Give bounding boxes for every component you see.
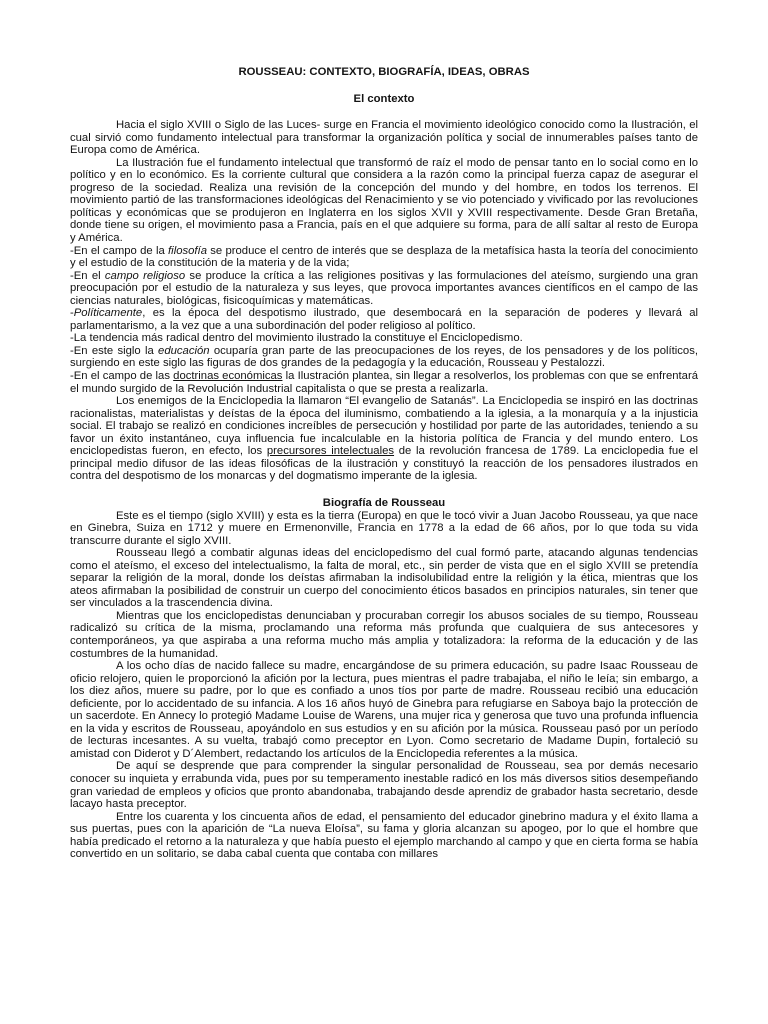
bio-paragraph-4: A los ocho días de nacido fallece su madre, encargándose de su primera educación, su padre Isaac Rousseau de oficio relojero, quien le proporcionó la afición por la lectura, pues mientras el padre trabajaba, el niño le leía; sin embargo, a los diez años, muere su padre, por lo que es confiado a unos tíos por parte de madre. Rousseau recibió una educación deficiente, por lo accidentado de su infancia. A los 16 años huyó de Ginebra para refugiarse en Saboya bajo la protección de un sacerdote. En Annecy lo protegió Madame Louise de Warens, una mujer rica y generosa que tuvo una profunda influencia en la vida y escritos de Rousseau, apoyándolo en sus estudios y en su afición por la música. Rousseau pasó por un período de lecturas incesantes. A su vuelta, trabajó como preceptor en Lyon. Como secretario de Madame Dupin, fortaleció su amistad con Diderot y D´Alembert, redactando los artículos de la Enciclopedia referentes a la música.: [70, 660, 698, 760]
emphasis-text: filosofía: [168, 244, 207, 257]
bullet-text: , es la época del despotismo ilustrado, que desembocará en la separación de poderes y llevará al parlamentarismo, a la vez que a una subordinación del poder religioso al político.: [70, 307, 698, 332]
emphasis-text: campo religioso: [104, 269, 186, 282]
paragraph-text: Los enemigos de la Enciclopedia la llamaron “El evangelio de Satanás”. La Enciclopedia se inspiró en las doctrinas racionalistas, materialistas y deístas de la época del iluminismo, combatiendo a la iglesia, a la monarquía y a la injusticia social. El trabajo se realizó en condiciones increíbles de persecución y hostilidad por parte de las autoridades, teniendo a su favor un éxito instantáneo, cuya influencia fue incalculable en la historia política de Francia y del mundo entero. Los enciclopedistas fueron, en efecto, los: [70, 395, 698, 458]
bullet-text: la Ilustración plantea, sin llegar a resolverlos, los problemas con que se enfrentará el mundo surgido de la Revolución Industrial capitalista o que se presta a realizarla.: [70, 370, 698, 395]
bullet-enciclopedismo: -La tendencia más radical dentro del movimiento ilustrado la constituye el Enciclopedismo.: [70, 332, 523, 345]
context-paragraph-3: [70, 395, 698, 483]
underlined-link-doctrinas[interactable]: doctrinas económicas: [173, 370, 283, 383]
bullet-text: -En el campo de las: [70, 370, 174, 383]
bullet-text: se produce el centro de interés que se desplaza de la metafísica hasta la teoría del conocimiento y el estudio de la constitución de la materia y de la vida;: [70, 244, 698, 270]
bullet-text: -: [70, 307, 74, 320]
document-title: ROUSSEAU: CONTEXTO, BIOGRAFÍA, IDEAS, OBRAS: [238, 66, 530, 78]
emphasis-text: Políticamente: [73, 307, 143, 320]
bio-paragraph-2: Rousseau llegó a combatir algunas ideas del enciclopedismo del cual formó parte, atacando algunas tendencias como el ateísmo, el exceso del intelectualismo, la falta de moral, etc., sin perder de vista que en el siglo XVIII se pretendía separar la religión de la moral, donde los deístas afirmaban la indisolubilidad entre la religión y la ética, mientras que los ateos afirmaban la posibilidad de construir un cuerpo del conocimiento éticos basados en principios naturales, sin tener que ser vinculados a la trascendencia divina.: [70, 547, 698, 610]
underlined-link-precursores[interactable]: precursores intelectuales: [266, 445, 395, 458]
section-heading-biografia: Biografía de Rousseau: [322, 496, 446, 509]
bullet-filosofia: [70, 245, 698, 270]
bullet-politicamente: [70, 307, 698, 332]
bio-paragraph-5: De aquí se desprende que para comprender la singular personalidad de Rousseau, sea por demás necesario conocer su inquieta y errabunda vida, pues por su temperamento inestable radicó en los más diversos sitios desempeñando gran variedad de empleos y oficios que pronto abandonaba, trabajando desde aprendiz de grabador hasta secretario, desde lacayo hasta preceptor.: [70, 760, 698, 811]
bullet-text: -En el: [70, 269, 105, 282]
context-paragraph-1: Hacia el siglo XVIII o Siglo de las Luces- surge en Francia el movimiento ideológico conocido como la Ilustración, el cual sirvió como fundamento intelectual para transformar la organización política y social de innumerables países tanto de Europa como de América.: [70, 119, 698, 157]
emphasis-text: educación: [158, 344, 210, 357]
section-heading-context: El contexto: [353, 92, 415, 105]
bullet-doctrinas-economicas: [70, 370, 698, 395]
bio-paragraph-1: Este es el tiempo (siglo XVIII) y esta es la tierra (Europa) en que le tocó vivir a Juan Jacobo Rousseau, ya que nace en Ginebra, Suiza en 1712 y muere en Ermenonville, Francia en 1778 a la edad de 66 años, por lo que toda su vida transcurre durante el siglo XVIII.: [70, 509, 698, 547]
bullet-campo-religioso: [70, 270, 698, 308]
bullet-educacion: [70, 345, 698, 370]
context-paragraph-2: La Ilustración fue el fundamento intelectual que transformó de raíz el modo de pensar tanto en lo social como en lo político y en lo económico. Es la corriente cultural que considera a la razón como la principal fuerza capaz de asegurar el progreso de la sociedad. Realiza una revisión de la concepción del mundo y del hombre, en todos los terrenos. El movimiento partió de las transformaciones ideológicas del Renacimiento y se vio potenciado y vivificado por las revoluciones políticas y económicas que se produjeron en Inglaterra en los siglos XVII y XVIII respectivamente. Desde Gran Bretaña, donde tiene su origen, el movimiento pasa a Francia, país en el que adquiere su forma, para de allí saltar al resto de Europa y América.: [70, 156, 698, 245]
bullet-text: se produce la crítica a las religiones positivas y las formulaciones del ateísmo, surgiendo una gran preocupación por el estudio de la naturaleza y sus leyes, que provoca importantes avances científicos en el campo de las ciencias naturales, biológicas, fisicoquímicas y matemáticas.: [70, 269, 698, 307]
bullet-text: -En este siglo la: [70, 344, 159, 357]
bio-paragraph-3: Mientras que los enciclopedistas denunciaban y procuraban corregir los abusos sociales de su tiempo, Rousseau radicalizó su crítica de la misma, proclamando una reforma más profunda que cualquiera de sus antecesores y contemporáneos, ya que aspiraba a una reforma mucho más amplia y totalizadora: la reforma de la educación y de las costumbres de la humanidad.: [70, 609, 698, 660]
bullet-text: -En el campo de la: [70, 244, 169, 257]
paragraph-text: de la revolución francesa de 1789. La enciclopedia fue el principal medio difusor de las ideas filosóficas de la ilustración y constituyó la reacción de los pensadores ilustrados en contra del despotismo de los monarcas y del dogmatismo imperante de la iglesia.: [70, 445, 698, 483]
bullet-text: ocuparía gran parte de las preocupaciones de los reyes, de los pensadores y de los políticos, surgiendo en este siglo las figuras de dos grandes de la pedagogía y la educación, Rousseau y Pestalozzi.: [70, 344, 698, 370]
bio-paragraph-6: Entre los cuarenta y los cincuenta años de edad, el pensamiento del educador ginebrino madura y el éxito llama a sus puertas, pues con la aparición de “La nueva Eloísa”, su fama y gloria alcanzan su apogeo, por lo que el hombre que había predicado el retorno a la naturaleza y que había puesto el ejemplo marchando al campo y que en cierta forma se había convertido en un solitario, se daba cabal cuenta que contaba con millares: [70, 810, 698, 861]
document-page: [70, 66, 698, 861]
